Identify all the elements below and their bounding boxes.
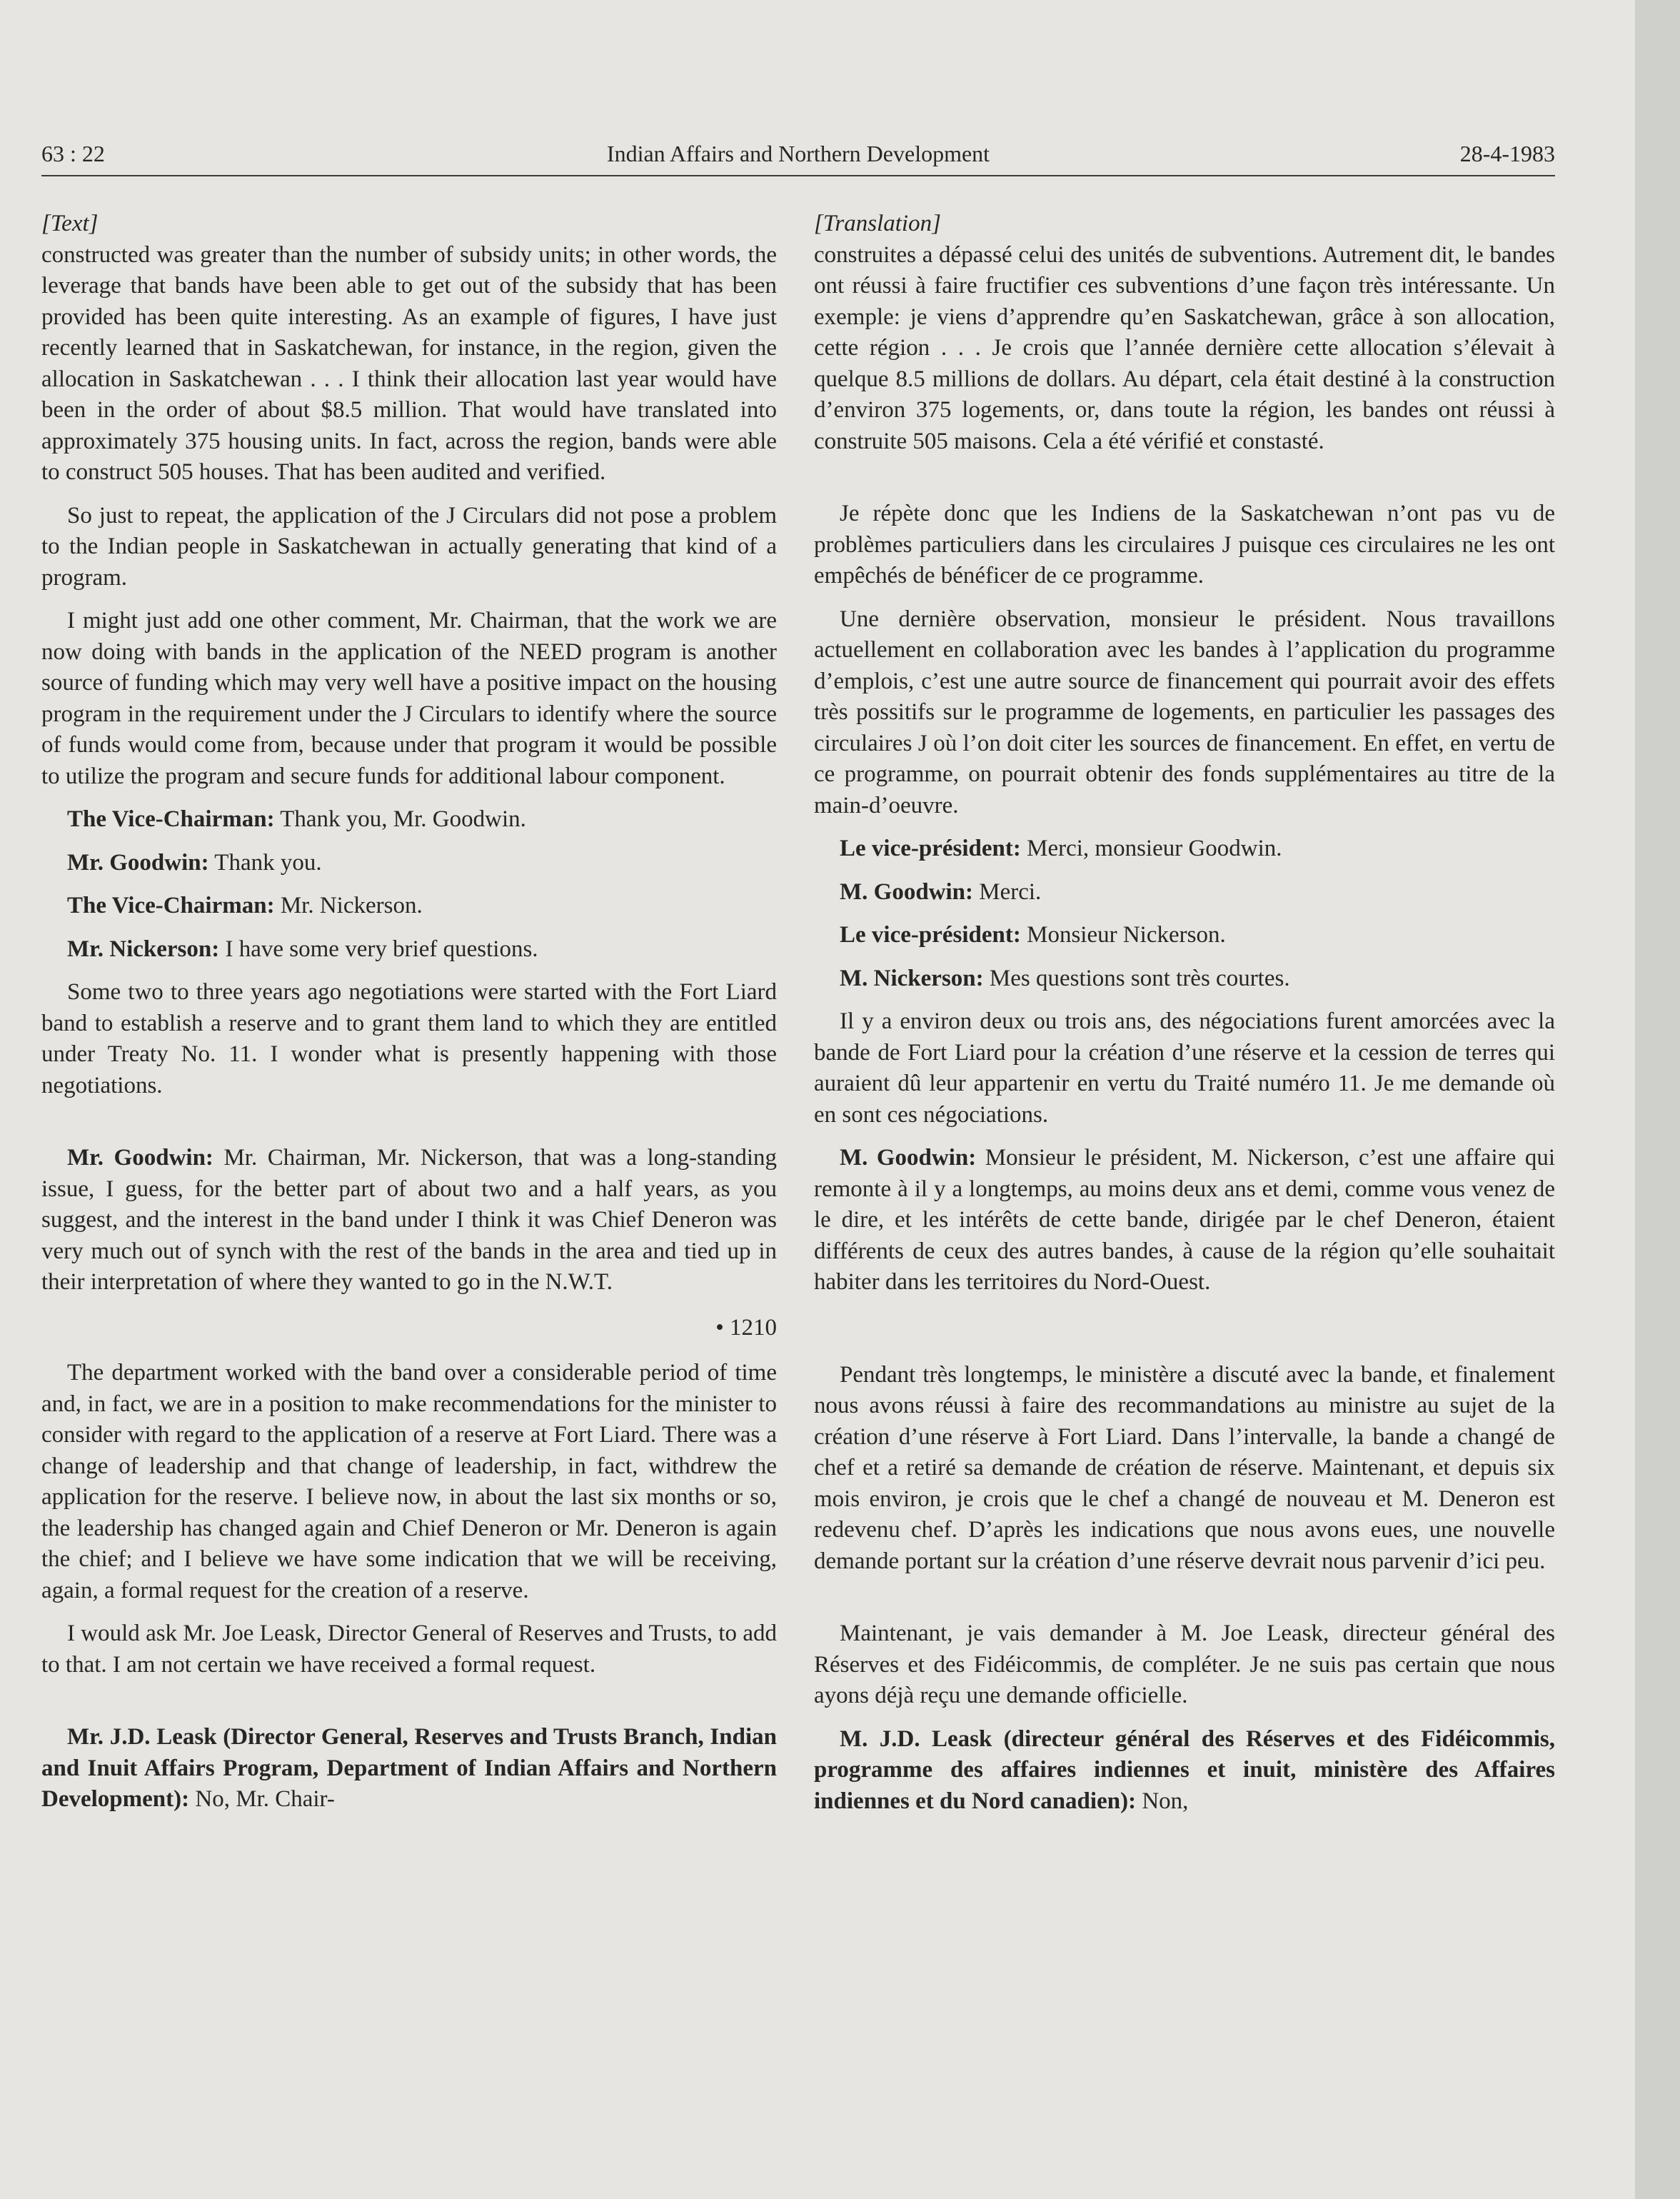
paragraph: I would ask Mr. Joe Leask, Director General of Reserves and Trusts, to add to that. I am not certain we have received a formal request.	[41, 1621, 777, 1678]
paragraph: So just to repeat, the application of the J Circulars did not pose a problem to the Indian people in Saskatchewan in actually generating that kind of a program.	[41, 502, 777, 591]
speaker-name: Mr. Goodwin:	[67, 1145, 213, 1171]
speaker-name: M. Goodwin:	[840, 1145, 977, 1171]
scan-edge	[1635, 0, 1680, 2199]
publication-title: Indian Affairs and Northern Development	[606, 141, 990, 166]
speaker-turn	[41, 1722, 777, 1815]
paragraph: Je répète donc que les Indiens de la Saskatchewan n’ont pas vu de problèmes particuliers dans les circulaires J puisque ces circulaires ne les ont empêchés de bénéficer de ce programme.	[814, 501, 1555, 588]
page-date: 28-4-1983	[1459, 141, 1555, 166]
speaker-turn	[41, 1143, 777, 1298]
speech-text: Mr. Chairman, Mr. Nickerson, that was a long-standing issue, I guess, for the better part of about two and a half years, as you suggest, and the interest in the band under I think it was Chief Deneron was very much out of synch with the rest of the bands in the area and tied up in their interpretation of where they wanted to go in the N.W.T.	[41, 1145, 777, 1295]
speaker-name: The Vice-Chairman:	[67, 893, 275, 918]
speaker-name: M. Goodwin:	[840, 878, 974, 905]
speaker-turn	[41, 848, 777, 879]
speaker-name: Le vice-président:	[840, 836, 1021, 861]
speaker-turn	[814, 963, 1555, 995]
speaker-turn	[41, 891, 777, 922]
speaker-name: Le vice-président:	[840, 922, 1021, 948]
speaker-turn	[814, 1724, 1555, 1818]
paragraph: constructed was greater than the number of subsidy units; in other words, the leverage that bands have been able to get out of the subsidy that has been provided has been quite interesting. As an example of figures, I have just recently learned that in Saskatchewan, for instance, in the region, given the allocation in Saskatchewan . . . I think their allocation last year would have been in the order of about $8.5 million. That would have translated into approximately 375 housing units. In fact, across the region, bands were able to construct 505 houses. That has been audited and verified.	[41, 241, 777, 485]
paragraph: Maintenant, je vais demander à M. Joe Leask, directeur général des Réserves et des Fidéicommis, de compléter. Je ne suis pas certain que nous ayons déjà reçu une demande officielle.	[814, 1621, 1555, 1708]
speech-text: Mes questions sont très courtes.	[983, 965, 1290, 991]
speech-text: Thank you.	[208, 849, 322, 876]
speaker-turn	[814, 877, 1555, 908]
english-column	[41, 209, 777, 1828]
speech-text: Monsieur Nickerson.	[1020, 922, 1226, 948]
speech-text: Thank you, Mr. Goodwin.	[274, 806, 526, 832]
speech-text: Mr. Nickerson.	[274, 893, 423, 918]
paragraph: I might just add one other comment, Mr. Chairman, that the work we are now doing with bands in the application of the NEED program is another source of funding which may very well have a positive impact on the housing program in the requirement under the J Circulars to identify where the source of funds would come from, because under that program it would be possible to utilize the program and secure funds for additional labour component.	[41, 608, 777, 789]
paragraph: Il y a environ deux ou trois ans, des négociations furent amorcées avec la bande de Fort Liard pour la création d’une réserve et la cession de terres qui auraient dû leur appartenir en vertu du Traité numéro 11. Je me demande où en sont ces négociations.	[814, 1008, 1555, 1128]
column-tag: [Text]	[41, 211, 99, 236]
speech-text: Merci.	[973, 878, 1042, 905]
speaker-name: Mr. Goodwin:	[67, 849, 209, 876]
speaker-turn	[814, 833, 1555, 865]
speaker-name: Mr. J.D. Leask (Director General, Reserves and Trusts Branch, Indian and Inuit Affairs Program, Department of Indian Affairs and Northern Development):	[41, 1724, 777, 1812]
paragraph: Une dernière observation, monsieur le président. Nous travaillons actuellement en collaboration avec les bandes à l’application du programme d’emplois, c’est une autre source de financement qui pourrait avoir des effets très possitifs sur le programme de logements, en particulier les passages des circulaires J où l’on doit citer les sources de financement. En effet, en vertu de ce programme, on pourrait obtenir des fonds supplémentaires au titre de la main-d’oeuvre.	[814, 606, 1555, 818]
speaker-name: Mr. Nickerson:	[67, 936, 220, 962]
speech-text: No, Mr. Chair-	[189, 1786, 335, 1812]
paragraph: The department worked with the band over a considerable period of time and, in fact, we are in a position to make recommendations for the minister to consider with regard to the application of a reserve at Fort Liard. There was a change of leadership and that change of leadership, in fact, withdrew the application for the reserve. I believe now, in about the last six months or so, the leadership has changed again and Chief Deneron or Mr. Deneron is again the chief; and I believe we have some indication that we will be receiving, again, a formal request for the creation of a reserve.	[41, 1360, 777, 1603]
page-number: 63 : 22	[41, 141, 105, 166]
speaker-name: M. Nickerson:	[840, 965, 984, 991]
running-header	[41, 139, 1555, 176]
column-tag: [Translation]	[814, 211, 941, 236]
speaker-turn	[814, 920, 1555, 951]
paragraph: construites a dépassé celui des unités de subventions. Autrement dit, le bandes ont réussi à faire fructifier ces subventions d’une façon très intéressante. Un exemple: je viens d’apprendre qu’en Saskatchewan, grâce à son allocation, cette région . . . Je crois que l’année dernière cette allocation s’élevait à quelque 8.5 millions de dollars. Au départ, cela était destiné à la construction d’environ 375 logements, or, dans toute la région, les bandes ont réussi à construite 505 maisons. Cela a été vérifié et constasté.	[814, 241, 1555, 454]
speech-text: Non,	[1136, 1788, 1189, 1814]
speaker-name: The Vice-Chairman:	[67, 806, 275, 832]
paragraph: Some two to three years ago negotiations were started with the Fort Liard band to establish a reserve and to grant them land to which they are entitled under Treaty No. 11. I wonder what is presently happening with those negotiations.	[41, 979, 777, 1098]
header-rule	[41, 175, 1555, 176]
speech-text: Monsieur le président, M. Nickerson, c’est une affaire qui remonte à il y a longtemps, au moins deux ans et demi, comme vous venez de le dire, et les intérêts de cette bande, dirigée par le chef Deneron, étaient différents de ceux des autres bandes, à cause de la région qu’elle souhaitait habiter dans les territoires du Nord-Ouest.	[814, 1145, 1556, 1295]
speaker-name: M. J.D. Leask (directeur général des Réserves et des Fidéicommis, programme des affaires indiennes et inuit, ministère des Affaires indiennes et du Nord canadien):	[814, 1725, 1555, 1814]
speaker-turn	[41, 804, 777, 836]
speech-text: Merci, monsieur Goodwin.	[1020, 836, 1282, 861]
speech-text: I have some very brief questions.	[219, 936, 538, 962]
speaker-turn	[814, 1143, 1555, 1298]
speaker-turn	[41, 934, 777, 966]
timestamp: • 1210	[715, 1314, 777, 1341]
french-column	[814, 209, 1555, 1829]
paragraph: Pendant très longtemps, le ministère a discuté avec la bande, et finalement nous avons réussi à faire des recommandations au ministre au sujet de la création d’une réserve à Fort Liard. Dans l’intervalle, la bande a changé de chef et a retiré sa demande de création de réserve. Maintenant, et depuis six mois environ, je crois que le chef a changé de nouveau et M. Deneron est redevenu chef. D’après les indications que nous avons eues, une nouvelle demande portant sur la création d’une réserve devrait nous parvenir d’ici peu.	[814, 1361, 1555, 1574]
